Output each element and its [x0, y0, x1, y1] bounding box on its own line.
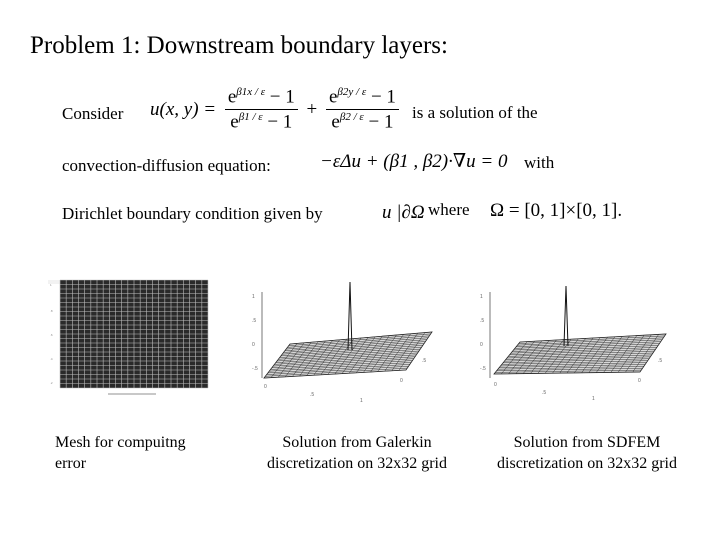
where-text: where [428, 200, 470, 219]
svg-text:-.5: -.5 [252, 366, 258, 372]
svg-text:.6: .6 [50, 333, 53, 337]
svg-text:0: 0 [638, 378, 641, 384]
svg-text:.5: .5 [658, 358, 663, 364]
svg-text:.8: .8 [50, 309, 53, 313]
sdfem-caption [478, 432, 696, 474]
galerkin-caption-line2: discretization on 32x32 grid [267, 455, 447, 472]
fraction-x: $\frac{e^{\beta 1x / \varepsilon} - 1}{e^{\beta 1 / \varepsilon} - 1}$ [225, 86, 298, 134]
svg-text:1: 1 [50, 283, 52, 287]
svg-text:0: 0 [264, 384, 267, 390]
boundary-condition-label: Dirichlet boundary condition given by [62, 204, 323, 223]
galerkin-surface-figure [250, 262, 446, 410]
svg-text:0: 0 [252, 342, 255, 348]
mesh-caption-line2: error [55, 455, 87, 472]
consider-label: Consider [62, 104, 124, 123]
fraction-y: $\frac{e^{\beta 2y / \varepsilon} - 1}{e^{\beta 2 / \varepsilon} - 1}$ [326, 86, 399, 134]
svg-text:.4: .4 [50, 357, 53, 361]
sdfem-caption-line1: Solution from SDFEM [513, 434, 661, 451]
svg-text:.5: .5 [542, 390, 547, 396]
galerkin-caption [248, 432, 466, 474]
svg-text:0: 0 [480, 342, 483, 348]
svg-text:.2: .2 [50, 381, 53, 385]
sdfem-surface-figure [478, 262, 678, 410]
svg-text:1: 1 [480, 294, 483, 300]
with-text: with [524, 153, 555, 172]
svg-text:0: 0 [494, 382, 497, 388]
solution-tail-text: is a solution of the [412, 103, 538, 122]
svg-text:0: 0 [400, 378, 403, 384]
mesh-caption-line1: Mesh for compuitng [55, 434, 186, 451]
boundary-term: u |∂Ω [382, 202, 425, 223]
pde-equation: −εΔu + (β1 , β2)·∇u = 0 [320, 151, 508, 172]
svg-text:.5: .5 [310, 392, 315, 398]
mesh-plot-figure [48, 272, 214, 404]
page-title: Problem 1: Downstream boundary layers: [30, 32, 448, 59]
domain-definition: Ω = [0, 1]×[0, 1]. [490, 200, 623, 221]
svg-text:.5: .5 [252, 318, 257, 324]
solution-formula: u(x, y) = $\frac{e^{\beta 1x / \varepsilon} - 1}{e^{\beta 1 / \varepsilon} - 1}$ + $\frac{e^{\beta 2y / \varepsilon} - 1}{e^{\beta 2 / \varepsilon} - 1}$ [150, 86, 403, 134]
formula-lhs: u(x, y) = [150, 98, 217, 120]
equation-label: convection-diffusion equation: [62, 156, 271, 175]
svg-text:1: 1 [252, 294, 255, 300]
svg-text:-.5: -.5 [480, 366, 486, 372]
svg-text:1: 1 [592, 396, 595, 402]
galerkin-caption-line1: Solution from Galerkin [282, 434, 432, 451]
mesh-caption [55, 432, 186, 474]
svg-text:.5: .5 [480, 318, 485, 324]
svg-text:1: 1 [360, 398, 363, 404]
sdfem-caption-line2: discretization on 32x32 grid [497, 455, 677, 472]
svg-text:.5: .5 [422, 358, 427, 364]
